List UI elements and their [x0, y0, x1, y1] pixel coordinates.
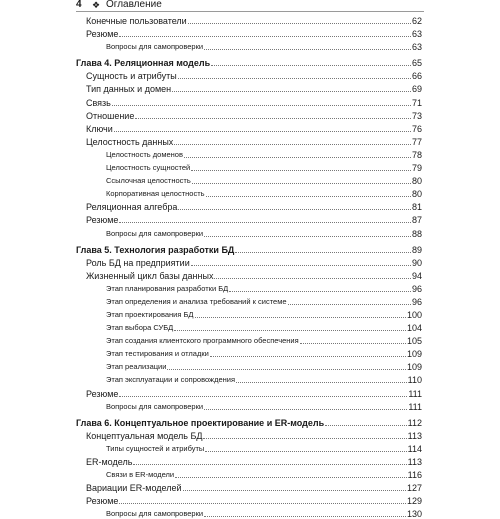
toc-entry-page: 111	[408, 388, 422, 399]
toc-entry-title: Этап выбора СУБД	[106, 323, 174, 333]
dot-leader	[174, 144, 411, 145]
section-title: Оглавление	[106, 0, 162, 10]
toc-entry[interactable]	[76, 121, 422, 134]
dot-leader	[204, 49, 411, 50]
table-of-contents	[76, 13, 422, 519]
dot-leader	[112, 105, 411, 106]
toc-entry-page: 87	[411, 215, 422, 226]
toc-entry[interactable]	[76, 94, 422, 107]
toc-entry[interactable]	[76, 441, 422, 454]
toc-entry[interactable]	[76, 13, 422, 26]
dot-leader	[188, 23, 411, 24]
toc-entry-title: Жизненный цикл базы данных	[86, 270, 214, 281]
dot-leader	[203, 438, 406, 439]
toc-entry-title: Связь	[86, 97, 111, 108]
toc-entry-page: 104	[406, 323, 422, 334]
toc-entry-title: Корпоративная целостность	[106, 189, 205, 199]
toc-entry-title: Глава 4. Реляционная модель	[76, 58, 211, 69]
toc-entry-page: 77	[411, 136, 422, 147]
toc-entry-page: 80	[411, 189, 422, 200]
toc-entry-title: Этап создания клиентского программного обеспечения	[106, 336, 299, 346]
toc-entry-title: Вопросы для самопроверки	[106, 401, 204, 411]
toc-chapter-entry[interactable]	[76, 54, 422, 69]
toc-entry[interactable]	[76, 26, 422, 39]
toc-entry-page: 69	[411, 84, 422, 95]
toc-entry[interactable]	[76, 225, 422, 238]
dot-leader	[178, 209, 411, 210]
toc-entry-title: Резюме	[86, 29, 119, 40]
page-number: 4	[76, 0, 82, 10]
toc-entry-title: Этап определения и анализа требований к системе	[106, 296, 287, 306]
dot-leader	[206, 196, 411, 197]
dot-leader	[210, 356, 406, 357]
toc-entry-page: 65	[411, 58, 422, 69]
toc-entry-title: Вопросы для самопроверки	[106, 42, 204, 52]
toc-entry-page: 109	[406, 349, 422, 360]
toc-entry[interactable]	[76, 467, 422, 480]
toc-chapter-entry[interactable]	[76, 413, 422, 428]
toc-entry[interactable]	[76, 399, 422, 412]
toc-entry-title: Типы сущностей и атрибуты	[106, 443, 205, 453]
toc-entry[interactable]	[76, 385, 422, 398]
toc-entry-title: Ссылочная целостность	[106, 176, 191, 186]
toc-entry-page: 96	[411, 283, 422, 294]
toc-entry-title: Целостность данных	[86, 136, 174, 147]
toc-entry-page: 71	[411, 97, 422, 108]
toc-entry[interactable]	[76, 428, 422, 441]
toc-entry-page: 88	[411, 228, 422, 239]
dot-leader	[236, 382, 407, 383]
toc-entry-page: 109	[406, 362, 422, 373]
dot-leader	[119, 36, 411, 37]
toc-entry-title: Резюме	[86, 496, 119, 507]
dot-leader	[167, 369, 406, 370]
toc-entry-title: Связи в ER-модели	[106, 470, 175, 479]
toc-entry-page: 63	[411, 29, 422, 40]
toc-entry-page: 94	[411, 270, 422, 281]
toc-entry-title: Этап эксплуатации и сопровождения	[106, 375, 236, 385]
toc-entry-title: Этап проектирования БД	[106, 309, 194, 319]
toc-entry-page: 81	[411, 202, 422, 213]
toc-entry-page: 130	[406, 509, 422, 519]
dot-leader	[119, 222, 411, 223]
toc-entry[interactable]	[76, 307, 422, 320]
dot-leader	[172, 91, 411, 92]
dot-leader	[214, 278, 411, 279]
toc-entry-page: 116	[407, 470, 422, 480]
dot-leader	[135, 118, 411, 119]
dot-leader	[204, 236, 411, 237]
toc-entry-page: 62	[411, 16, 422, 27]
toc-entry[interactable]	[76, 134, 422, 147]
toc-entry-page: 112	[407, 417, 422, 428]
dot-leader	[119, 503, 406, 504]
toc-entry-title: Резюме	[86, 388, 119, 399]
toc-entry[interactable]	[76, 480, 422, 493]
dot-leader	[192, 183, 411, 184]
toc-entry[interactable]	[76, 320, 422, 333]
toc-entry-title: Резюме	[86, 215, 119, 226]
toc-entry[interactable]	[76, 186, 422, 199]
toc-entry-page: 79	[411, 163, 422, 174]
toc-entry-title: Концептуальная модель БД	[86, 430, 203, 441]
toc-entry[interactable]	[76, 333, 422, 346]
toc-entry-page: 73	[411, 110, 422, 121]
toc-entry[interactable]	[76, 147, 422, 160]
toc-entry-title: Сущность и атрибуты	[86, 71, 177, 82]
toc-entry-title: Конечные пользователи	[86, 16, 187, 27]
toc-entry-title: Этап тестирования и отладки	[106, 349, 209, 359]
dot-leader	[191, 265, 411, 266]
toc-entry-page: 66	[411, 71, 422, 82]
toc-entry[interactable]	[76, 108, 422, 121]
toc-entry[interactable]	[76, 173, 422, 186]
toc-entry-page: 80	[411, 176, 422, 187]
toc-entry[interactable]	[76, 212, 422, 225]
toc-entry-page: 111	[408, 401, 422, 412]
toc-entry-page: 114	[407, 443, 422, 454]
toc-entry-title: Глава 6. Концептуальное проектирование и ER-модель	[76, 417, 325, 428]
toc-entry-page: 113	[407, 456, 422, 467]
dot-leader	[184, 157, 411, 158]
toc-entry[interactable]	[76, 160, 422, 173]
running-header	[76, 0, 424, 12]
toc-entry[interactable]	[76, 359, 422, 372]
toc-entry[interactable]	[76, 268, 422, 281]
dot-leader	[204, 516, 406, 517]
toc-entry-page: 110	[407, 375, 422, 386]
toc-entry-title: Ключи	[86, 123, 113, 134]
dot-leader	[174, 330, 406, 331]
dot-leader	[114, 131, 411, 132]
toc-entry[interactable]	[76, 454, 422, 467]
ornament-icon: ❖	[92, 0, 101, 10]
toc-entry-title: Вариации ER-моделей	[86, 483, 182, 494]
dot-leader	[191, 170, 411, 171]
dot-leader	[178, 78, 411, 79]
toc-entry[interactable]	[76, 39, 422, 52]
toc-entry-page: 113	[407, 430, 422, 441]
dot-leader	[183, 490, 406, 491]
toc-entry-title: Целостность доменов	[106, 149, 183, 159]
toc-entry-page: 105	[406, 336, 422, 347]
toc-entry-title: Этап реализации	[106, 362, 167, 372]
toc-chapter-entry[interactable]	[76, 240, 422, 255]
toc-entry-page: 90	[411, 257, 422, 268]
dot-leader	[205, 451, 406, 452]
toc-entry[interactable]	[76, 281, 422, 294]
dot-leader	[119, 396, 407, 397]
toc-entry[interactable]	[76, 199, 422, 212]
dot-leader	[195, 317, 406, 318]
toc-entry-title: Реляционная алгебра	[86, 202, 178, 213]
toc-entry[interactable]	[76, 372, 422, 385]
toc-entry-title: Вопросы для самопроверки	[106, 509, 204, 519]
dot-leader	[211, 65, 411, 66]
toc-entry-page: 100	[406, 309, 422, 320]
toc-entry[interactable]	[76, 506, 422, 519]
toc-entry-page: 127	[406, 483, 422, 494]
toc-entry-title: Тип данных и домен	[86, 84, 172, 95]
toc-entry-title: Роль БД на предприятии	[86, 257, 190, 268]
toc-entry-page: 129	[406, 496, 422, 507]
dot-leader	[288, 304, 411, 305]
toc-entry-page: 78	[411, 149, 422, 160]
toc-entry[interactable]	[76, 294, 422, 307]
dot-leader	[235, 252, 411, 253]
toc-entry-page: 89	[411, 244, 422, 255]
toc-entry-page: 76	[411, 123, 422, 134]
toc-entry[interactable]	[76, 346, 422, 359]
toc-entry-title: Этап планирования разработки БД	[106, 283, 229, 293]
toc-entry[interactable]	[76, 81, 422, 94]
dot-leader	[175, 477, 407, 478]
dot-leader	[229, 291, 411, 292]
toc-entry-title: Отношение	[86, 110, 135, 121]
toc-entry-title: ER-модель	[86, 456, 133, 467]
dot-leader	[325, 425, 407, 426]
dot-leader	[133, 464, 406, 465]
dot-leader	[300, 343, 406, 344]
toc-entry-title: Целостность сущностей	[106, 163, 191, 173]
dot-leader	[204, 409, 407, 410]
toc-entry-title: Вопросы для самопроверки	[106, 228, 204, 238]
toc-entry[interactable]	[76, 255, 422, 268]
toc-entry-page: 63	[411, 42, 422, 53]
toc-entry-title: Глава 5. Технология разработки БД	[76, 244, 235, 255]
toc-entry[interactable]	[76, 68, 422, 81]
toc-entry-page: 96	[411, 296, 422, 307]
